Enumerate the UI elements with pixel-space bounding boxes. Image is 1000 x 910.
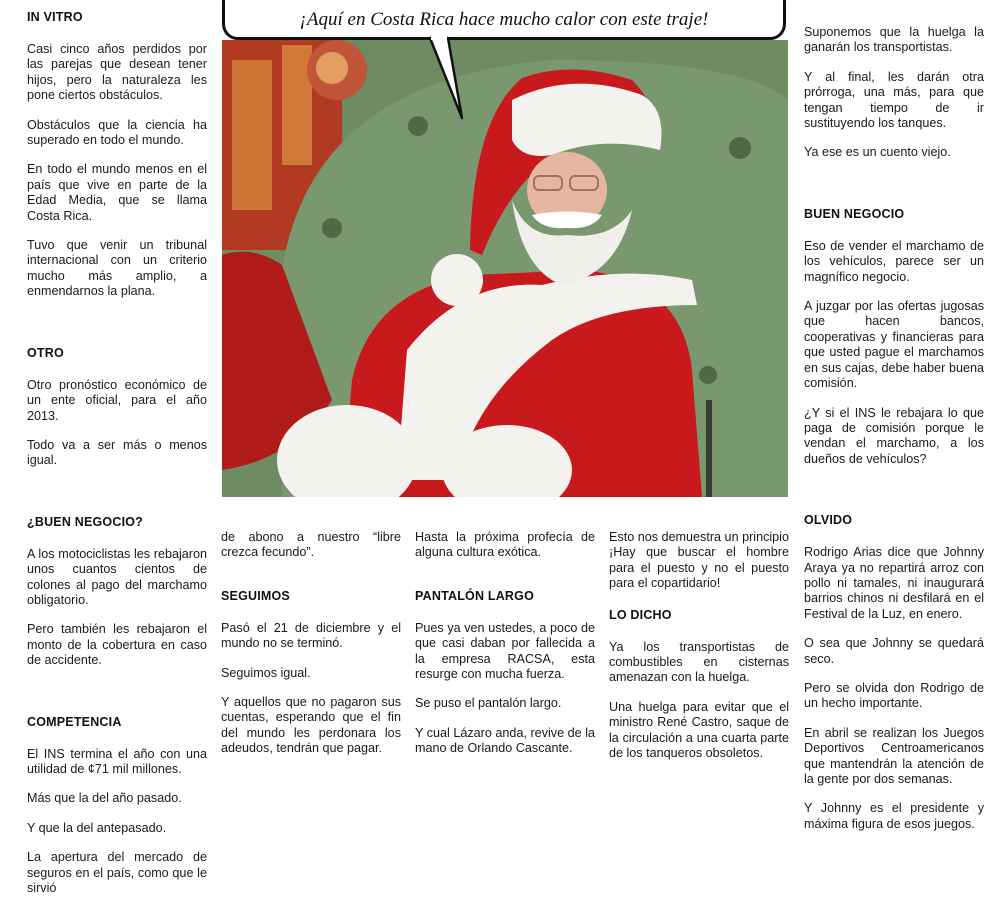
paragraph: A juzgar por las ofertas jugosas que hacen bancos, cooperativas y financieras para que usted pague el marchamos en sus cajas, debe haber buena comisión. bbox=[804, 299, 984, 391]
paragraph: Y al final, les darán otra prórroga, una más, para que tengan tiempo de ir sustituyendo los tanques. bbox=[804, 69, 984, 131]
paragraph: Ya ese es un cuento viejo. bbox=[804, 145, 951, 160]
paragraph: Rodrigo Arias dice que Johnny Araya ya no repartirá arroz con pollo ni tamales, ni inaugurará barrios chinos ni desfilará en el Festival de la Luz, en enero. bbox=[804, 545, 984, 621]
speech-bubble-text: ¡Aquí en Costa Rica hace mucho calor con este traje! bbox=[299, 9, 709, 30]
paragraph: Ya los transportistas de combustibles en cisternas amenazan con la huelga. bbox=[609, 639, 789, 685]
paragraph: ¿Y si el INS le rebajara lo que paga de comisión porque le vendan el marchamo, a los dueños de vehículos? bbox=[804, 405, 984, 466]
paragraph: El INS termina el año con una utilidad de ¢71 mil millones. bbox=[27, 746, 207, 776]
paragraph: Una huelga para evitar que el ministro René Castro, saque de la circulación a una cuarta parte de los tanqueros obsoletos. bbox=[609, 699, 789, 761]
section-heading-pantalon-largo: PANTALÓN LARGO bbox=[415, 588, 534, 603]
paragraph: O sea que Johnny se quedará seco. bbox=[804, 636, 984, 666]
paragraph: Pues ya ven ustedes, a poco de que casi daban por fallecida a la empresa RACSA, esta resurge con mucha fuerza. bbox=[415, 620, 595, 682]
paragraph: Suponemos que la huelga la ganarán los transportistas. bbox=[804, 25, 984, 55]
section-heading-olvido: OLVIDO bbox=[804, 513, 853, 528]
paragraph: Esto nos demuestra un principio ¡Hay que buscar el hombre para el puesto y no el puesto para el copartidario! bbox=[609, 530, 789, 591]
section-heading-buen-negocio-q: ¿BUEN NEGOCIO? bbox=[27, 514, 143, 529]
section-heading-seguimos: SEGUIMOS bbox=[221, 588, 290, 603]
paragraph: Casi cinco años perdidos por las parejas que desean tener hijos, pero la naturaleza les pone ciertos obstáculos. bbox=[27, 42, 207, 103]
paragraph: Otro pronóstico económico de un ente oficial, para el año 2013. bbox=[27, 377, 207, 423]
paragraph: La apertura del mercado de seguros en el país, como que le sirvió bbox=[27, 850, 207, 895]
section-heading-otro: OTRO bbox=[27, 345, 64, 360]
column-5 bbox=[804, 25, 984, 846]
paragraph: Pero también les rebajaron el monto de la cobertura en caso de accidente. bbox=[27, 622, 207, 668]
paragraph: En todo el mundo menos en el país que vive en parte de la Edad Media, que se llama Costa Rica. bbox=[27, 162, 207, 223]
paragraph: Pasó el 21 de diciembre y el mundo no se terminó. bbox=[221, 620, 401, 651]
paragraph: Todo va a ser más o menos igual. bbox=[27, 437, 207, 468]
santa-claus-photo bbox=[222, 40, 788, 497]
section-heading-in-vitro: IN VITRO bbox=[27, 10, 83, 24]
speech-bubble bbox=[222, 0, 786, 40]
column-1 bbox=[27, 10, 207, 910]
paragraph: Hasta la próxima profecía de alguna cultura exótica. bbox=[415, 530, 595, 560]
paragraph: Tuvo que venir un tribunal internacional con un criterio mucho más amplio, a enmendarnos la plana. bbox=[27, 238, 207, 299]
paragraph: Eso de vender el marchamo de los vehículos, parece ser un magnífico negocio. bbox=[804, 238, 984, 284]
paragraph: Pero se olvida don Rodrigo de un hecho importante. bbox=[804, 680, 984, 711]
paragraph: Seguimos igual. bbox=[221, 665, 311, 680]
paragraph: Y aquellos que no pagaron sus cuentas, esperando que el fin del mundo les perdonara los adeudos, tendrán que pagar. bbox=[221, 695, 401, 756]
paragraph: Y que la del antepasado. bbox=[27, 820, 167, 835]
paragraph: En abril se realizan los Juegos Deportivos Centroamericanos que mantendrán la atención de la gente por dos semanas. bbox=[804, 725, 984, 786]
section-heading-lo-dicho: LO DICHO bbox=[609, 607, 672, 622]
section-heading-competencia: COMPETENCIA bbox=[27, 714, 122, 729]
paragraph: de abono a nuestro “libre crezca fecundo”. bbox=[221, 530, 401, 560]
column-4 bbox=[609, 530, 789, 775]
paragraph: Obstáculos que la ciencia ha superado en todo el mundo. bbox=[27, 117, 207, 148]
santa-illustration bbox=[222, 40, 788, 497]
column-2 bbox=[221, 530, 401, 771]
paragraph: Más que la del año pasado. bbox=[27, 791, 182, 806]
column-3 bbox=[415, 530, 595, 771]
section-heading-buen-negocio: BUEN NEGOCIO bbox=[804, 206, 905, 221]
paragraph: Y Johnny es el presidente y máxima figura de esos juegos. bbox=[804, 801, 984, 831]
paragraph: A los motociclistas les rebajaron unos cuantos cientos de colones al pago del marchamo obligatorio. bbox=[27, 546, 207, 607]
paragraph: Se puso el pantalón largo. bbox=[415, 696, 562, 711]
paragraph: Y cual Lázaro anda, revive de la mano de Orlando Cascante. bbox=[415, 725, 595, 756]
